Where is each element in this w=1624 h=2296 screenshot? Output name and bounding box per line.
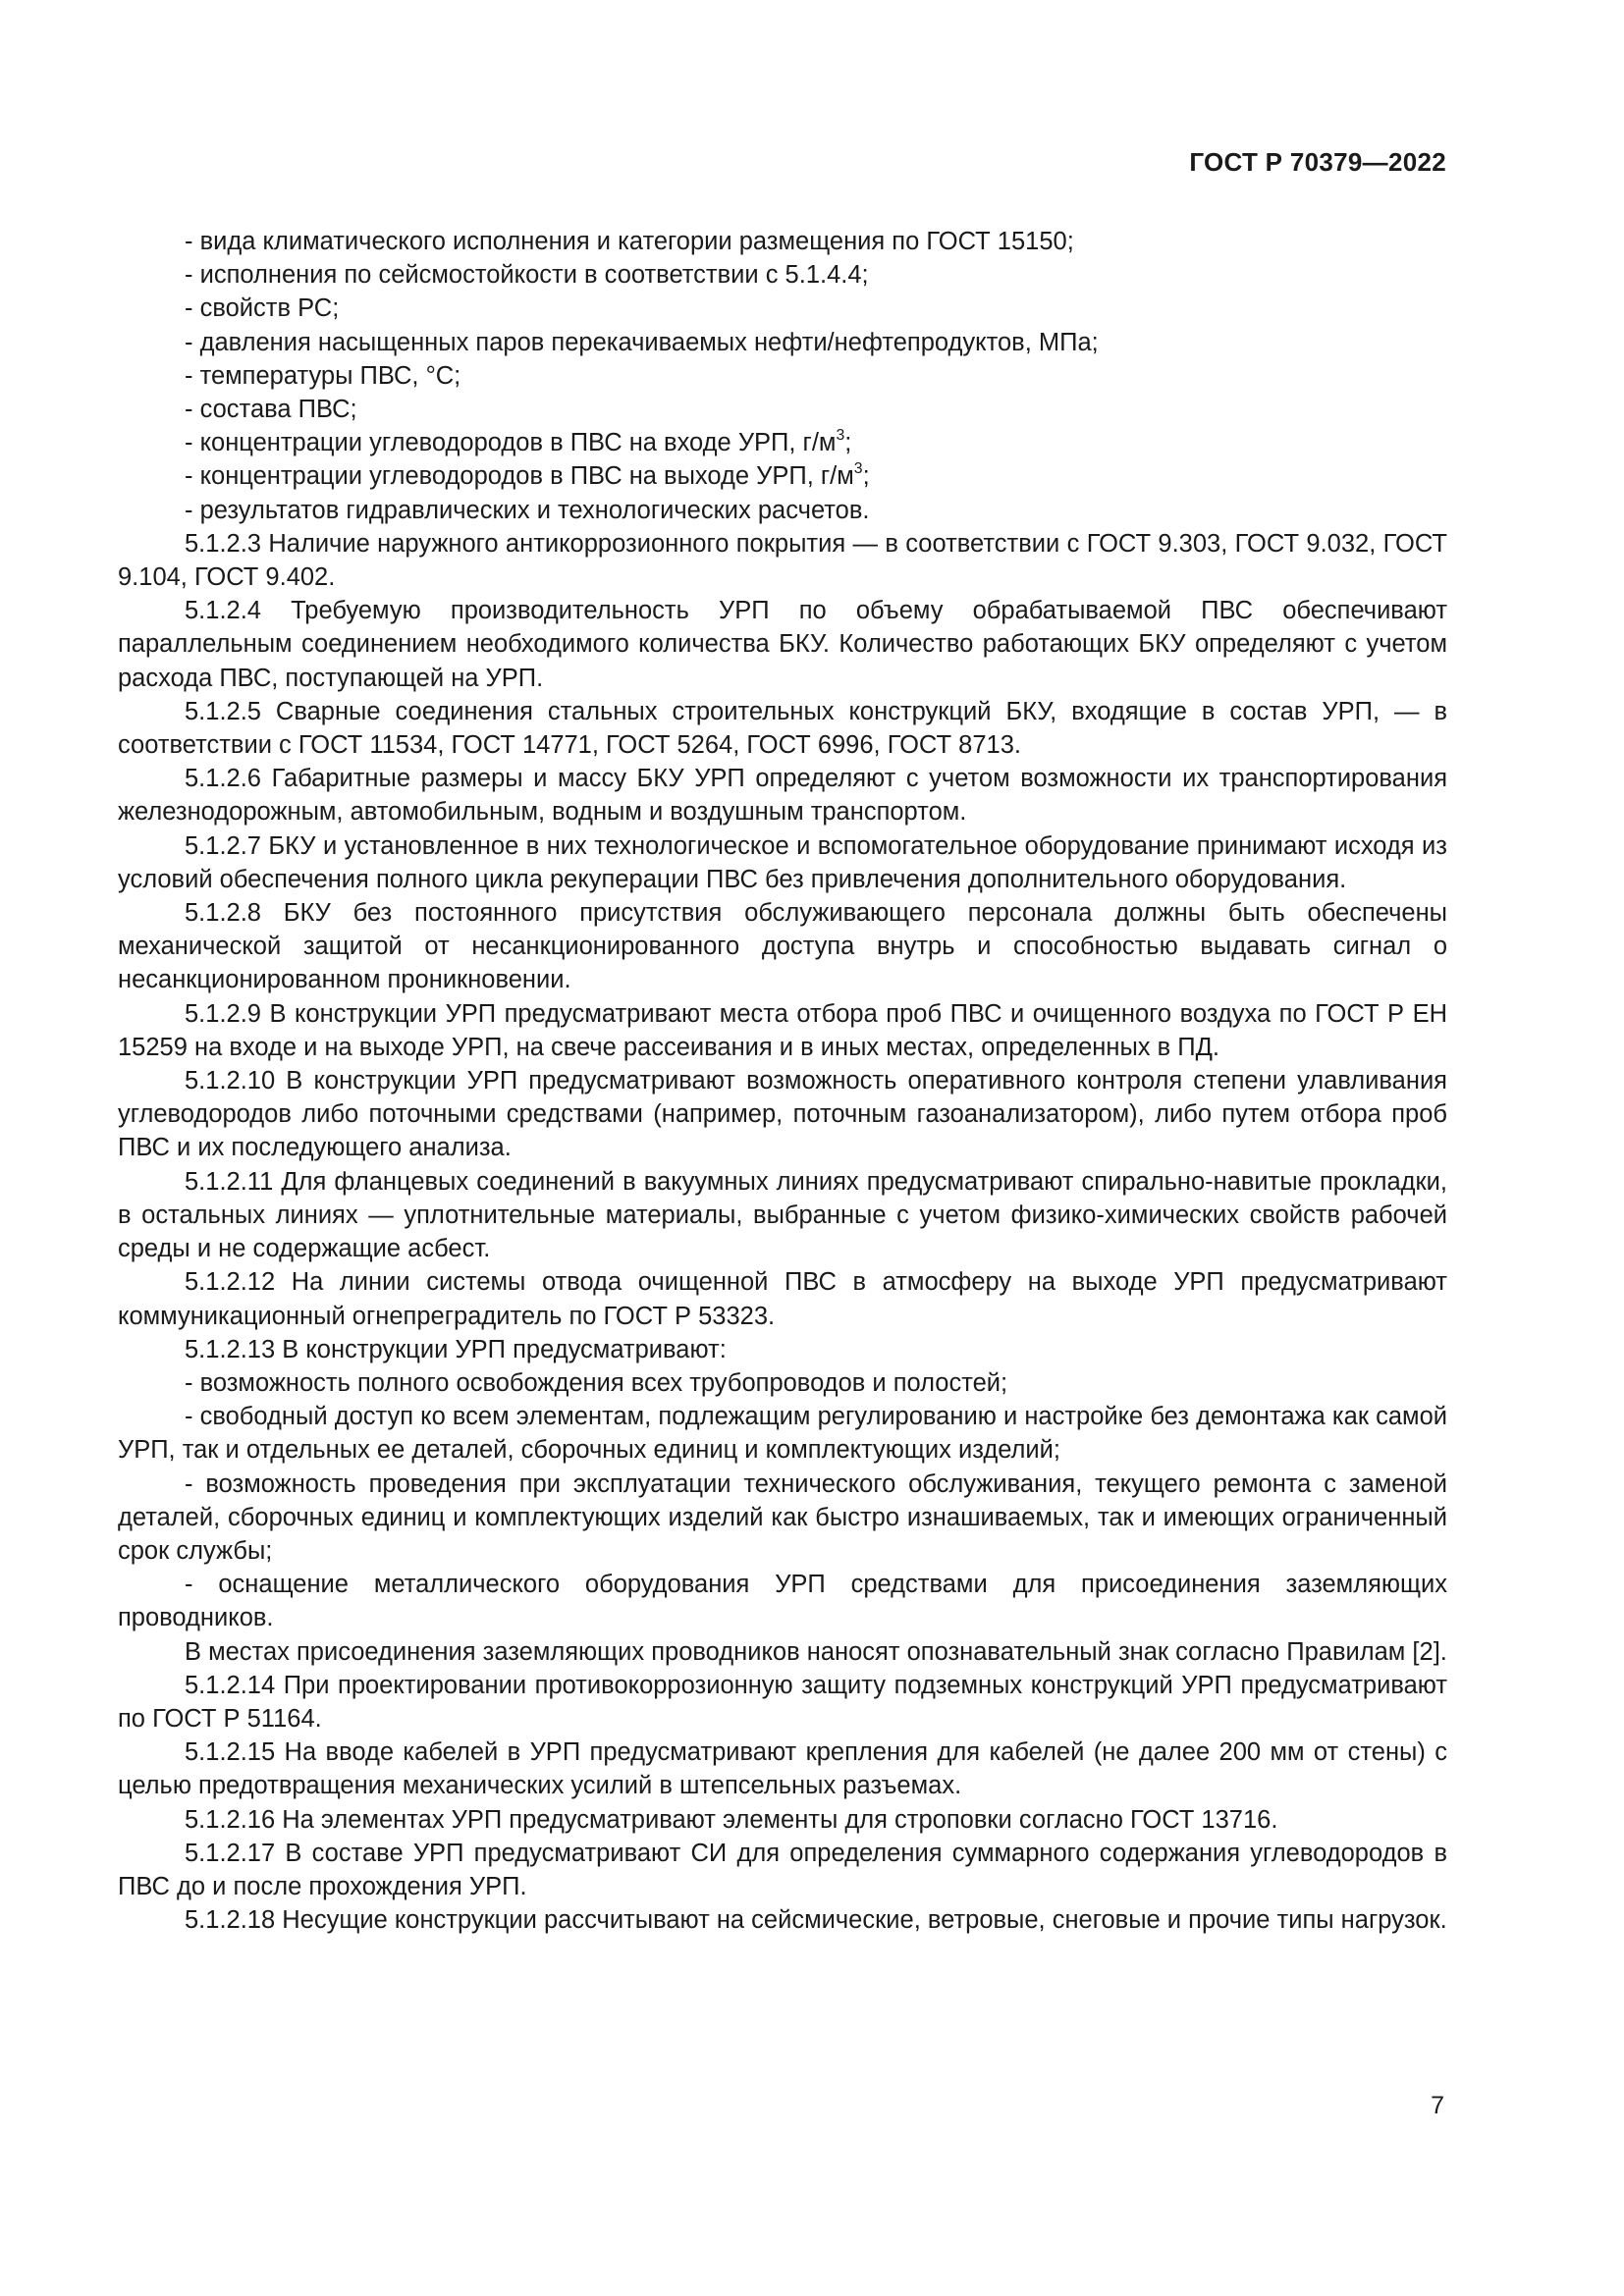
clause-5-1-2-7: 5.1.2.7 БКУ и установленное в них технологическое и вспомогательное оборудование принимают исходя из условий обеспечения полного цикла рекуперации ПВС без привлечения дополнительного оборудования. [118, 831, 1447, 893]
clause-5-1-2-5: 5.1.2.5 Сварные соединения стальных строительных конструкций БКУ, входящие в состав УРП, — в соответствии с ГОСТ 11534, ГОСТ 14771, ГОСТ 5264, ГОСТ 6996, ГОСТ 8713. [118, 697, 1447, 760]
clause-5-1-2-4: 5.1.2.4 Требуемую производительность УРП по объему обрабатываемой ПВС обеспечивают параллельным соединением необходимого количества БКУ. Количество работающих БКУ определяют с учетом расхода ПВС, поступающей на УРП. [118, 597, 1447, 692]
clause-5-1-2-11: 5.1.2.11 Для фланцевых соединений в вакуумных линиях предусматривают спирально-навитые прокладки, в остальных линиях — уплотнительные материалы, выбранные с учетом физико-химических свойств рабочей среды и не содержащие асбест. [118, 1167, 1447, 1263]
clause-5-1-2-18: 5.1.2.18 Несущие конструкции рассчитывают на сейсмические, ветровые, снеговые и прочие типы нагрузок. [185, 1906, 1447, 1935]
list-item-temperature: - температуры ПВС, °С; [185, 361, 461, 390]
superscript: 3 [836, 427, 845, 445]
page-number: 7 [1431, 2092, 1444, 2119]
document-body [118, 225, 1447, 1937]
clause-5-1-2-14: 5.1.2.14 При проектировании противокоррозионную защиту подземных конструкций УРП предусматривают по ГОСТ Р 51164. [118, 1671, 1447, 1733]
clause-5-1-2-3: 5.1.2.3 Наличие наружного антикоррозионного покрытия — в соответствии с ГОСТ 9.303, ГОСТ 9.032, ГОСТ 9.104, ГОСТ 9.402. [118, 529, 1447, 592]
clause-5-1-2-9: 5.1.2.9 В конструкции УРП предусматривают места отбора проб ПВС и очищенного воздуха по ГОСТ Р ЕН 15259 на входе и на выходе УРП, на свече рассеивания и в иных местах, определенных в ПД. [118, 999, 1447, 1061]
clause-5-1-2-12: 5.1.2.12 На линии системы отвода очищенной ПВС в атмосферу на выходе УРП предусматривают коммуникационный огнепреградитель по ГОСТ Р 53323. [118, 1268, 1447, 1330]
clause-13-item-grounding: - оснащение металлического оборудования УРП средствами для присоединения заземляющих проводников. [118, 1571, 1447, 1632]
list-item-seismic: - исполнения по сейсмостойкости в соответствии с 5.1.4.4; [185, 261, 869, 290]
clause-13-grounding-sign: В местах присоединения заземляющих проводников наносят опознавательный знак согласно Правилам [2]. [185, 1637, 1447, 1666]
clause-13-item-access: - свободный доступ ко всем элементам, подлежащим регулированию и настройке без демонтажа как самой УРП, так и отдельных ее деталей, сборочных единиц и комплектующих изделий; [118, 1403, 1447, 1465]
clause-13-item-maintenance: - возможность проведения при эксплуатации технического обслуживания, текущего ремонта с заменой деталей, сборочных единиц и комплектующих изделий как быстро изнашиваемых, так и имеющих ограниченный срок службы; [118, 1469, 1447, 1565]
list-item-concentration-inlet: - концентрации углеводородов в ПВС на входе УРП, $г/м^3$; [185, 427, 852, 457]
clause-5-1-2-6: 5.1.2.6 Габаритные размеры и массу БКУ УРП определяют с учетом возможности их транспортирования железнодорожным, автомобильным, водным и воздушным транспортом. [118, 765, 1447, 827]
clause-5-1-2-17: 5.1.2.17 В составе УРП предусматривают СИ для определения суммарного содержания углеводородов в ПВС до и после прохождения УРП. [118, 1839, 1447, 1900]
clause-5-1-2-8: 5.1.2.8 БКУ без постоянного присутствия обслуживающего персонала должны быть обеспечены механической защитой от несанкционированного доступа внутрь и способностью выдавать сигнал о несанкционированном проникновении. [118, 899, 1447, 994]
list-item-concentration-outlet: - концентрации углеводородов в ПВС на выходе УРП, $г/м^3$; [185, 460, 870, 491]
clause-5-1-2-15: 5.1.2.15 На вводе кабелей в УРП предусматривают крепления для кабелей (не далее 200 мм от стены) с целью предотвращения механических усилий в штепсельных разъемах. [118, 1738, 1447, 1800]
clause-5-1-2-10: 5.1.2.10 В конструкции УРП предусматривают возможность оперативного контроля степени улавливания углеводородов либо поточными средствами (например, поточным газоанализатором), либо путем отбора проб ПВС и их последующего анализа. [118, 1067, 1447, 1162]
list-item-vapor-pressure: - давления насыщенных паров перекачиваемых нефти/нефтепродуктов, МПа; [185, 328, 1099, 356]
superscript: 3 [853, 460, 863, 478]
list-item-composition: - состава ПВС; [185, 396, 357, 424]
standard-designation: ГОСТ Р 70379—2022 [1189, 147, 1446, 177]
list-item-properties: - свойств РС; [185, 294, 340, 323]
list-item-climatic: - вида климатического исполнения и категории размещения по ГОСТ 15150; [185, 228, 1074, 255]
list-item-calculations: - результатов гидравлических и технологических расчетов. [185, 496, 870, 524]
clause-5-1-2-13: 5.1.2.13 В конструкции УРП предусматривают: [185, 1335, 727, 1363]
clause-13-item-drainage: - возможность полного освобождения всех трубопроводов и полостей; [185, 1368, 1008, 1397]
clause-5-1-2-16: 5.1.2.16 На элементах УРП предусматривают элементы для строповки согласно ГОСТ 13716. [185, 1805, 1278, 1834]
